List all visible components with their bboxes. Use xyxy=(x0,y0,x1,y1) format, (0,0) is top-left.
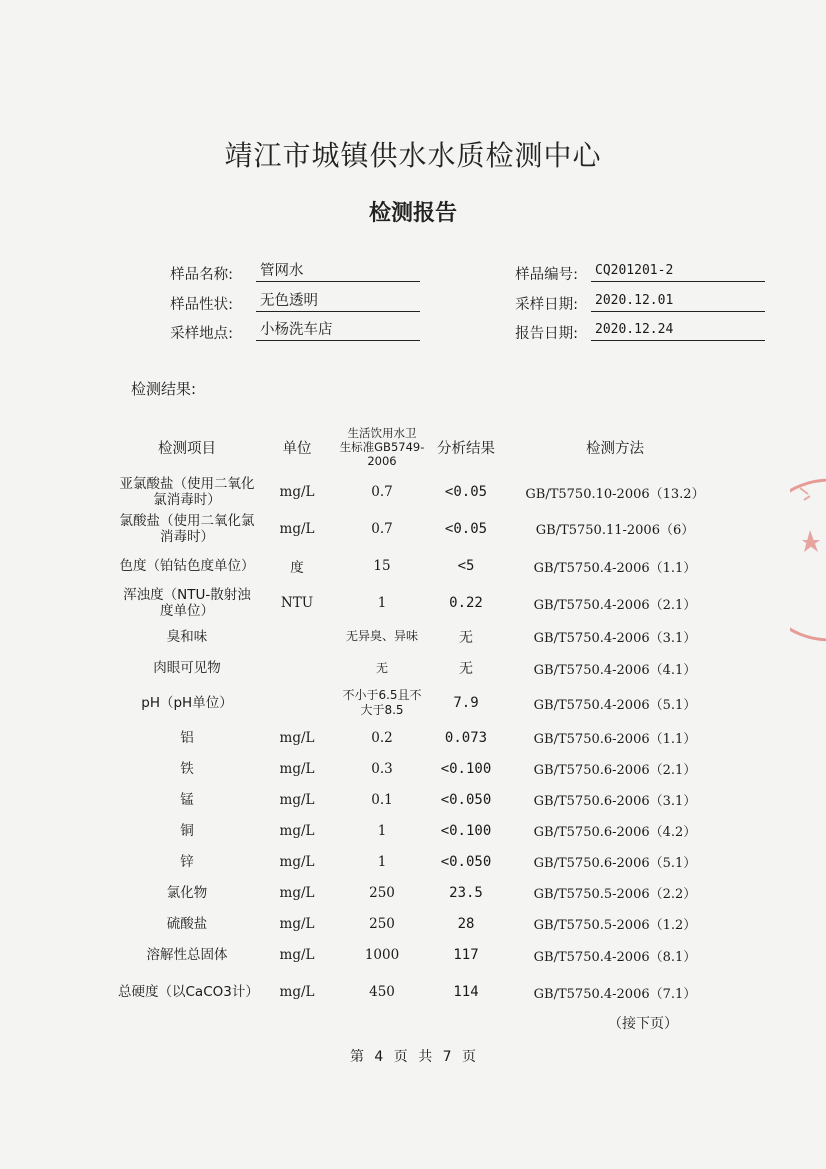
row-method: GB/T5750.4-2006（2.1） xyxy=(533,597,697,613)
row-unit: mg/L xyxy=(279,853,315,870)
table-row xyxy=(118,753,724,784)
row-method: GB/T5750.5-2006（2.2） xyxy=(533,887,697,902)
row-item: 铁 xyxy=(180,760,194,777)
col-standard-header-line1: 生活饮用水卫 xyxy=(347,426,417,440)
sampling-date-label: 采样日期: xyxy=(515,297,578,313)
row-method: GB/T5750.10-2006（13.2） xyxy=(525,486,705,502)
col-item-header: 检测项目 xyxy=(158,440,216,457)
sample-name-value: 管网水 xyxy=(256,262,420,282)
row-standard: 1 xyxy=(377,822,387,839)
row-method: GB/T5750.5-2006（1.2） xyxy=(533,918,697,933)
row-unit: mg/L xyxy=(279,484,315,500)
row-standard: 0.3 xyxy=(371,760,393,777)
table-row xyxy=(118,877,724,908)
table-row xyxy=(118,939,724,971)
row-unit: mg/L xyxy=(279,729,315,746)
row-unit: mg/L xyxy=(279,947,315,963)
row-result: <5 xyxy=(457,558,475,574)
row-standard: 15 xyxy=(373,558,391,574)
row-result: 23.5 xyxy=(449,884,483,901)
row-unit: 度 xyxy=(290,560,304,576)
report-date-label: 报告日期: xyxy=(515,326,578,342)
col-standard-header-line3: 2006 xyxy=(367,454,397,468)
row-item: 浑浊度（NTU-散射浊度单位） xyxy=(123,587,251,619)
row-standard: 无 xyxy=(375,660,388,675)
row-standard: 450 xyxy=(369,984,395,1000)
row-result: 无 xyxy=(459,629,473,646)
sampling-date-value: 2020.12.01 xyxy=(591,292,765,312)
table-row xyxy=(118,585,724,621)
row-unit xyxy=(256,652,338,684)
row-item: 亚氯酸盐（使用二氧化氯消毒时） xyxy=(119,476,255,508)
row-item: 氯化物 xyxy=(166,884,208,901)
sample-number-label: 样品编号: xyxy=(515,267,578,283)
row-unit: mg/L xyxy=(279,791,315,808)
table-row xyxy=(118,784,724,815)
row-result: <0.100 xyxy=(440,822,492,839)
row-item: 肉眼可见物 xyxy=(153,660,221,676)
row-unit: mg/L xyxy=(279,915,315,932)
row-result: 117 xyxy=(453,947,479,963)
row-result: <0.05 xyxy=(444,520,488,537)
row-item: 氯酸盐（使用二氧化氯消毒时） xyxy=(119,512,255,545)
row-result: 114 xyxy=(453,984,479,1000)
row-result: 无 xyxy=(459,661,473,677)
col-standard-header xyxy=(338,420,426,474)
row-unit xyxy=(256,621,338,652)
row-standard: 0.2 xyxy=(371,729,393,746)
table-row xyxy=(118,846,724,877)
row-method: GB/T5750.4-2006（7.1） xyxy=(533,986,697,1002)
table-row xyxy=(118,510,724,547)
table-row xyxy=(118,652,724,684)
row-method: GB/T5750.4-2006（5.1） xyxy=(533,697,697,713)
row-item: 锰 xyxy=(180,791,194,808)
row-unit: mg/L xyxy=(279,822,315,839)
row-result: <0.100 xyxy=(440,760,492,777)
table-row xyxy=(118,971,724,1013)
row-standard: 1 xyxy=(377,853,387,870)
row-item: 色度（铂钴色度单位） xyxy=(119,558,255,574)
row-method: GB/T5750.6-2006（4.2） xyxy=(533,825,697,840)
sample-name-label: 样品名称: xyxy=(170,267,233,283)
organization-title: 靖江市城镇供水水质检测中心 xyxy=(224,139,602,172)
row-result: 28 xyxy=(457,915,475,932)
row-unit xyxy=(256,684,338,722)
row-standard: 0.1 xyxy=(371,791,393,808)
row-result: 7.9 xyxy=(453,695,479,711)
row-standard: 0.7 xyxy=(371,520,393,537)
row-item: 锌 xyxy=(180,853,194,870)
row-item: pH（pH单位） xyxy=(141,695,233,711)
sampling-location-label: 采样地点: xyxy=(170,326,233,342)
row-method: GB/T5750.6-2006（1.1） xyxy=(533,732,697,747)
sampling-location-value: 小杨洗车店 xyxy=(256,321,420,341)
table-row xyxy=(118,547,724,585)
table-row xyxy=(118,908,724,939)
table-row xyxy=(118,815,724,846)
row-method: GB/T5750.4-2006（4.1） xyxy=(533,662,697,678)
row-standard: 无异臭、异味 xyxy=(345,629,418,643)
col-standard-header-line2: 生标准GB5749- xyxy=(339,440,425,454)
row-unit: mg/L xyxy=(279,884,315,901)
row-standard: 不小于6.5且不大于8.5 xyxy=(342,688,422,717)
row-item: 总硬度（以CaCO3计） xyxy=(118,984,259,1000)
results-section-label: 检测结果: xyxy=(131,380,197,398)
row-standard: 250 xyxy=(369,884,395,901)
row-result: 0.073 xyxy=(444,729,488,746)
row-method: GB/T5750.6-2006（2.1） xyxy=(533,763,697,778)
row-method: GB/T5750.6-2006（5.1） xyxy=(533,856,697,871)
row-unit: mg/L xyxy=(279,520,315,537)
row-item: 铝 xyxy=(180,729,194,746)
seal-stamp-icon xyxy=(790,470,826,650)
row-item: 溶解性总固体 xyxy=(146,947,228,963)
row-unit: NTU xyxy=(280,595,314,611)
row-result: <0.05 xyxy=(444,484,488,500)
row-standard: 1000 xyxy=(364,947,400,963)
row-method: GB/T5750.4-2006（8.1） xyxy=(533,949,697,965)
row-standard: 0.7 xyxy=(371,484,393,500)
table-row xyxy=(118,474,724,510)
continued-note: （接下页） xyxy=(608,1016,678,1032)
results-table xyxy=(118,420,724,1013)
row-result: <0.050 xyxy=(440,853,492,870)
row-standard: 1 xyxy=(377,595,387,611)
row-result: <0.050 xyxy=(440,791,492,808)
col-unit-header: 单位 xyxy=(282,440,312,457)
row-result: 0.22 xyxy=(449,595,483,611)
sample-number-value: CQ201201-2 xyxy=(591,262,765,282)
row-item: 铜 xyxy=(180,822,194,839)
table-row xyxy=(118,621,724,652)
page-footer: 第 4 页 共 7 页 xyxy=(349,1049,477,1065)
row-unit: mg/L xyxy=(279,984,315,1000)
row-method: GB/T5750.11-2006（6） xyxy=(535,523,695,538)
row-item: 硫酸盐 xyxy=(166,915,208,932)
results-header-row xyxy=(118,420,724,474)
row-standard: 250 xyxy=(369,915,395,932)
table-row xyxy=(118,722,724,753)
col-result-header: 分析结果 xyxy=(437,440,495,457)
row-method: GB/T5750.6-2006（3.1） xyxy=(533,794,697,809)
sample-appearance-value: 无色透明 xyxy=(256,292,420,312)
col-method-header: 检测方法 xyxy=(586,440,644,457)
sample-appearance-label: 样品性状: xyxy=(170,297,233,313)
row-method: GB/T5750.4-2006（3.1） xyxy=(533,631,697,646)
row-method: GB/T5750.4-2006（1.1） xyxy=(533,560,697,576)
row-item: 臭和味 xyxy=(166,628,208,645)
report-date-value: 2020.12.24 xyxy=(591,321,765,341)
row-unit: mg/L xyxy=(279,760,315,777)
table-row xyxy=(118,684,724,722)
report-title: 检测报告 xyxy=(368,201,457,226)
